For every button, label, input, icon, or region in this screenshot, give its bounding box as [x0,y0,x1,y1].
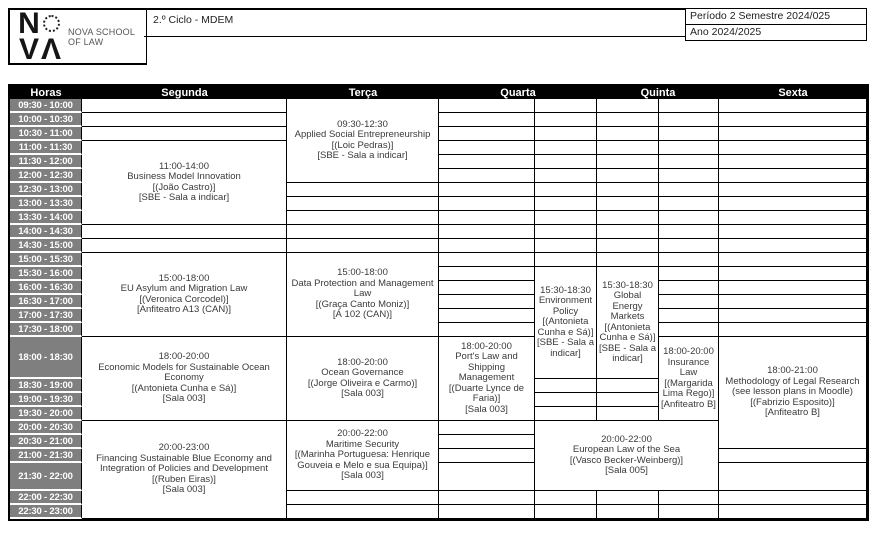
time-slot-cell: 11:00 - 11:30 [10,141,82,155]
course-text-line: Economic Models for Sustainable Ocean Economy [98,361,270,384]
time-slot-cell: 12:30 - 13:00 [10,183,82,197]
period-box [685,8,867,41]
time-slot-cell: 19:00 - 19:30 [10,393,82,407]
empty-slot-cell [535,379,597,393]
course-text-line: [(Ruben Eiras)] [152,473,216,485]
empty-slot-cell [719,127,867,141]
empty-slot-cell [659,197,719,211]
course-text-line: 18:00-20:00 [337,356,388,368]
course-financing-sustainable-blue-economy [82,421,287,519]
time-slot-cell: 09:30 - 10:00 [10,99,82,113]
empty-slot-cell [597,407,659,421]
logo-letter-a: Λ [41,32,62,66]
empty-slot-cell [439,281,535,295]
course-text-line: 18:00-20:00 [461,340,512,352]
course-text-line: [SBE - Sala a indicar] [598,342,657,364]
day-header-quinta: Quinta [597,86,719,99]
course-text-line: [(Loic Pedras)] [331,139,394,151]
empty-slot-cell [597,505,659,519]
course-text-line: 20:00-23:00 [158,442,210,454]
empty-slot-cell [439,449,535,463]
empty-slot-cell [287,505,439,519]
empty-slot-cell [659,127,719,141]
empty-slot-cell [659,267,719,281]
course-text-line: 15:00-18:00 [158,272,210,284]
course-text-line: [Sala 003] [162,393,206,405]
course-text-line: Data Protection and Management Law [291,277,434,300]
course-economic-models-sustainable-ocean-economy [82,337,287,421]
time-slot-cell: 10:30 - 11:00 [10,127,82,141]
empty-slot-cell [719,253,867,267]
empty-slot-cell [597,183,659,197]
course-text-line: Environment Policy [538,295,593,317]
course-business-model-innovation [82,141,287,225]
time-slot-cell: 19:30 - 20:00 [10,407,82,421]
time-slot-cell: 22:00 - 22:30 [10,491,82,505]
course-text-line: 18:00-21:00 [767,365,818,377]
empty-slot-cell [439,113,535,127]
course-text-line: 15:30-18:30 [602,279,653,291]
empty-slot-cell [535,169,597,183]
empty-slot-cell [439,99,535,113]
timetable-row [10,337,867,379]
empty-slot-cell [659,253,719,267]
time-slot-cell: 15:30 - 16:00 [10,267,82,281]
course-text-line: Financing Sustainable Blue Economy and Integration of Policies and Development [96,452,272,475]
course-text-line: 18:00-20:00 [663,346,714,357]
empty-slot-cell [535,99,597,113]
timetable-row [10,127,867,141]
course-text-line: [(Jorge Oliveira e Carmo)] [307,377,418,389]
empty-slot-cell [719,295,867,309]
empty-slot-cell [82,239,287,253]
empty-slot-cell [287,211,439,225]
day-header-sexta: Sexta [719,86,867,99]
course-text-line: [Anfiteatro B] [661,398,716,410]
timetable-body [10,99,867,519]
course-text-line: 20:00-22:00 [601,433,652,445]
day-header-segunda: Segunda [82,86,287,99]
course-text-line: Applied Social Entrepreneurship [294,129,431,140]
empty-slot-cell [719,323,867,337]
course-text-line: 18:00-20:00 [158,351,210,363]
empty-slot-cell [535,127,597,141]
empty-slot-cell [597,239,659,253]
course-text-line: [SBE - Sala a indicar] [138,192,230,203]
course-text-line: [(Duarte Lynce de Faria)] [448,382,525,405]
empty-slot-cell [439,323,535,337]
period-label: Período 2 Semestre 2024/025 [686,9,866,25]
empty-slot-cell [719,225,867,239]
time-slot-cell: 16:00 - 16:30 [10,281,82,295]
time-slot-cell: 13:00 - 13:30 [10,197,82,211]
logo-school-line2: OF LAW [68,36,104,47]
empty-slot-cell [659,295,719,309]
empty-slot-cell [719,197,867,211]
empty-slot-cell [287,239,439,253]
empty-slot-cell [439,141,535,155]
course-text-line: EU Asylum and Migration Law [120,283,248,294]
time-slot-cell: 18:00 - 18:30 [10,337,82,379]
time-slot-cell: 12:00 - 12:30 [10,169,82,183]
time-slot-cell: 13:30 - 14:00 [10,211,82,225]
time-slot-cell: 21:00 - 21:30 [10,449,82,463]
course-text-line: Ocean Governance [321,367,404,378]
empty-slot-cell [439,463,535,491]
empty-slot-cell [535,183,597,197]
course-text-line: [SBE - Sala a indicar] [317,150,408,161]
empty-slot-cell [719,211,867,225]
course-text-line: 20:00-22:00 [337,428,388,440]
empty-slot-cell [659,323,719,337]
empty-slot-cell [439,211,535,225]
time-slot-cell: 21:30 - 22:00 [10,463,82,491]
empty-slot-cell [439,127,535,141]
empty-slot-cell [597,113,659,127]
empty-slot-cell [659,211,719,225]
time-slot-cell: 20:00 - 20:30 [10,421,82,435]
empty-slot-cell [439,309,535,323]
empty-slot-cell [287,491,439,505]
empty-slot-cell [597,127,659,141]
empty-slot-cell [597,99,659,113]
empty-slot-cell [535,239,597,253]
timetable-row [10,99,867,113]
logo-letter-n: N [18,6,40,40]
time-slot-cell: 16:30 - 17:00 [10,295,82,309]
empty-slot-cell [719,449,867,463]
empty-slot-cell [439,435,535,449]
course-text-line: [(Graça Canto Moniz)] [315,298,410,310]
course-text-line: [(Vasco Becker-Weinberg)] [569,454,684,466]
empty-slot-cell [659,155,719,169]
logo-letters [17,6,62,66]
empty-slot-cell [659,183,719,197]
empty-slot-cell [719,155,867,169]
course-text-line: [Anfiteatro A13 (CAN)] [137,304,231,315]
course-text-line: [Sala 005] [605,465,648,476]
timetable-row [10,113,867,127]
empty-slot-cell [439,197,535,211]
empty-slot-cell [659,113,719,127]
empty-slot-cell [535,113,597,127]
empty-slot-cell [439,421,535,435]
empty-slot-cell [439,505,535,519]
course-environment-policy [535,267,597,379]
time-slot-cell: 22:30 - 23:00 [10,505,82,519]
logo-school-line1: NOVA SCHOOL [68,26,136,37]
empty-slot-cell [719,141,867,155]
course-ocean-governance [287,337,439,421]
course-text-line: [(Antonieta Cunha e Sá)] [131,382,237,394]
course-ports-law-and-shipping-management [439,337,535,421]
timetable-row [10,141,867,155]
course-insurance-law [659,337,719,421]
empty-slot-cell [535,505,597,519]
timetable-row [10,253,867,267]
empty-slot-cell [719,491,867,505]
empty-slot-cell [597,253,659,267]
empty-slot-cell [719,113,867,127]
timetable [8,84,869,521]
empty-slot-cell [439,295,535,309]
course-text-line: Maritime Security [325,438,400,450]
sun-circle-icon [43,15,60,32]
empty-slot-cell [597,141,659,155]
course-text-line: [(Marinha Portuguesa: Henrique Gouveia e Melo e sua Equipa)] [294,449,431,471]
course-text-line: [Sala 003] [465,403,508,415]
course-european-law-of-the-sea [535,421,719,491]
empty-slot-cell [719,169,867,183]
time-slot-cell: 15:00 - 15:30 [10,253,82,267]
course-applied-social-entrepreneurship [287,99,439,183]
empty-slot-cell [535,211,597,225]
empty-slot-cell [439,239,535,253]
empty-slot-cell [659,141,719,155]
empty-slot-cell [535,141,597,155]
course-global-energy-markets [597,267,659,379]
course-maritime-security [287,421,439,491]
empty-slot-cell [719,99,867,113]
empty-slot-cell [82,225,287,239]
time-slot-cell: 20:30 - 21:00 [10,435,82,449]
empty-slot-cell [659,239,719,253]
course-text-line: [Sala 003] [341,470,384,482]
course-text-line: [(Fabrizio Esposito)] [750,396,835,408]
empty-slot-cell [719,183,867,197]
empty-slot-cell [719,505,867,519]
course-text-line: [(Veronica Corcodel)] [139,293,229,305]
empty-slot-cell [597,169,659,183]
empty-slot-cell [659,99,719,113]
time-slot-cell: 17:00 - 17:30 [10,309,82,323]
empty-slot-cell [287,225,439,239]
course-eu-asylum-and-migration-law [82,253,287,337]
empty-slot-cell [439,183,535,197]
empty-slot-cell [535,393,597,407]
empty-slot-cell [659,491,719,505]
empty-slot-cell [597,211,659,225]
course-text-line: Methodology of Legal Research (see lesson plans in Moodle) [725,375,860,398]
logo-letter-v: V [18,32,39,66]
course-text-line: 15:30-18:30 [540,284,591,296]
course-text-line: [(João Castro)] [152,181,216,193]
empty-slot-cell [535,491,597,505]
empty-slot-cell [659,225,719,239]
course-text-line: 09:30-12:30 [337,118,388,130]
empty-slot-cell [535,253,597,267]
program-title: 2.º Ciclo - MDEM [153,14,234,26]
empty-slot-cell [597,379,659,393]
course-data-protection-and-management-law [287,253,439,337]
empty-slot-cell [659,281,719,295]
year-label: Ano 2024/2025 [690,26,762,38]
course-text-line: Insurance Law [667,356,710,378]
empty-slot-cell [439,267,535,281]
course-text-line: [(Antonieta Cunha e Sá)] [599,321,656,343]
day-header-terca: Terça [287,86,439,99]
empty-slot-cell [719,309,867,323]
course-text-line: [(Margarida Lima Rego)] [662,377,715,399]
course-text-line: [(Antonieta Cunha e Sá)] [537,316,594,338]
empty-slot-cell [597,155,659,169]
time-slot-cell: 18:30 - 19:00 [10,379,82,393]
empty-slot-cell [535,225,597,239]
empty-slot-cell [719,239,867,253]
time-slot-cell: 10:00 - 10:30 [10,113,82,127]
timetable-row [10,225,867,239]
empty-slot-cell [719,281,867,295]
empty-slot-cell [659,169,719,183]
course-text-line: [Á 102 (CAN)] [332,309,393,321]
empty-slot-cell [719,267,867,281]
empty-slot-cell [439,253,535,267]
timetable-row [10,239,867,253]
empty-slot-cell [535,197,597,211]
course-text-line: Port's Law and Shipping Management [455,351,518,384]
empty-slot-cell [535,407,597,421]
time-slot-cell: 17:30 - 18:00 [10,323,82,337]
empty-slot-cell [287,197,439,211]
empty-slot-cell [439,155,535,169]
empty-slot-cell [535,155,597,169]
nova-law-logo [8,6,147,66]
course-text-line: Global Energy Markets [610,290,645,322]
time-slot-cell: 14:30 - 15:00 [10,239,82,253]
course-text-line: [Sala 003] [162,484,206,496]
empty-slot-cell [597,491,659,505]
empty-slot-cell [659,505,719,519]
course-text-line: 11:00-14:00 [158,160,209,172]
empty-slot-cell [82,127,287,141]
empty-slot-cell [82,99,287,113]
empty-slot-cell [82,113,287,127]
empty-slot-cell [439,491,535,505]
empty-slot-cell [439,225,535,239]
timetable-header [10,86,867,99]
empty-slot-cell [719,463,867,491]
course-text-line: European Law of the Sea [572,444,681,455]
course-text-line: [SBE - Sala a indicar] [536,337,595,359]
day-header-row [10,86,867,99]
empty-slot-cell [659,309,719,323]
course-text-line: [Anfiteatro B] [765,407,820,419]
course-text-line: 15:00-18:00 [337,267,388,279]
empty-slot-cell [597,393,659,407]
empty-slot-cell [597,225,659,239]
logo-school-name [68,27,135,47]
time-slot-cell: 11:30 - 12:00 [10,155,82,169]
course-text-line: [Sala 003] [341,388,384,399]
day-header-quarta: Quarta [439,86,597,99]
course-methodology-of-legal-research [719,337,867,449]
time-slot-cell: 14:00 - 14:30 [10,225,82,239]
course-text-line: Business Model Innovation [127,171,241,182]
empty-slot-cell [287,183,439,197]
empty-slot-cell [597,197,659,211]
empty-slot-cell [439,169,535,183]
hours-header: Horas [10,86,82,99]
